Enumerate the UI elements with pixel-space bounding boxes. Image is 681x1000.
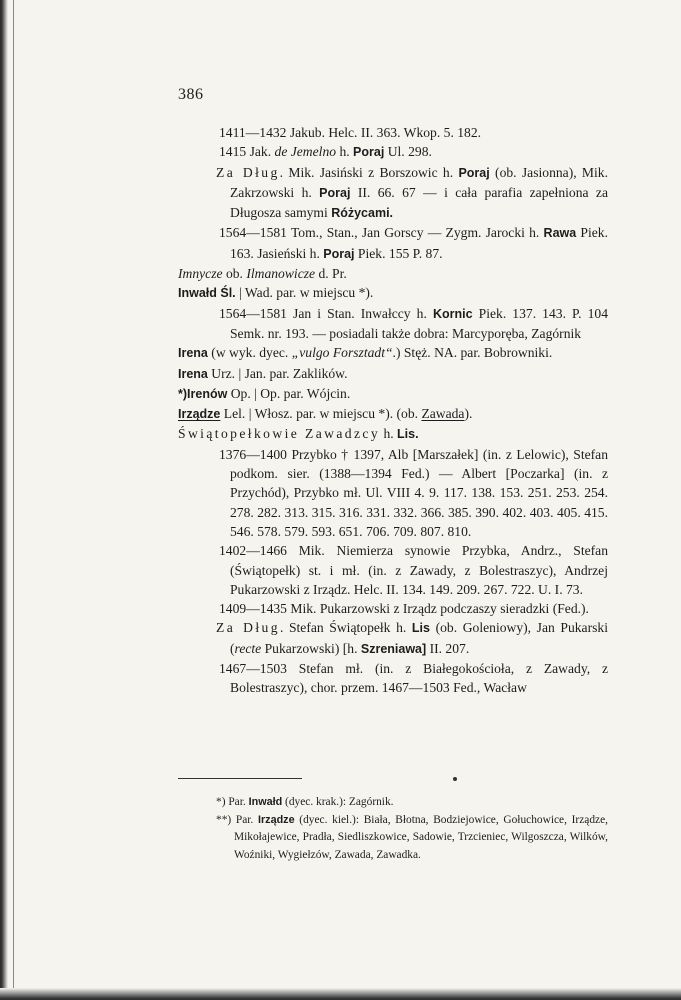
footnote: *) Par. Inwałd (dyec. krak.): Zagórnik. [216, 796, 394, 808]
text-entry: Imnycze ob. Ilmanowicze d. Pr. [178, 266, 347, 282]
ink-dot [453, 777, 457, 781]
text-entry: *)Irenów Op. | Op. par. Wójcin. [178, 385, 351, 401]
text-entry: 1415 Jak. de Jemelno h. Poraj Ul. 298. [219, 144, 432, 160]
footnote: **) Par. Irządze (dyec. kiel.): Biała, Błotna, Bodziejowice, Gołuchowice, Irządze, Mikołajewice, Pradła, Siedliszkowice, Sadowie, Trzcieniec, Wilgoszcza, Wilków, Woźniki, Wygiełzów, Zawada, Zawadka. [216, 813, 608, 861]
text-entry: Inwałd Śl. | Wad. par. w miejscu *). [178, 285, 374, 301]
page-edge-line [13, 0, 14, 1000]
text-entry: 1409—1435 Mik. Pukarzowski z Irządz podczaszy sieradzki (Fed.). [219, 601, 589, 617]
text-entry: 1564—1581 Jan i Stan. Inwałccy h. Kornic Piek. 137. 143. P. 104 Semk. nr. 193. — posiadali także dobra: Marcyporęba, Zagórnik [219, 305, 608, 341]
text-entry: 1564—1581 Tom., Stan., Jan Gorscy — Zygm. Jarocki h. Rawa Piek. 163. Jasieński h. Poraj Piek. 155 P. 87. [219, 225, 608, 261]
text-entry: 1411—1432 Jakub. Helc. II. 363. Wkop. 5. 182. [219, 125, 482, 140]
text-entry: Za Dług. Stefan Świątopełk h. Lis (ob. Goleniowy), Jan Pukarski (recte Pukarzowski) [h. Szreniawa] II. 207. [216, 620, 608, 656]
text-entry: 1467—1503 Stefan mł. (in. z Białegokościoła, z Zawady, z Bolestraszyc), chor. przem. 1467—1503 Fed., Wacław [219, 661, 608, 696]
text-entry: Irena Urz. | Jan. par. Zaklików. [178, 365, 348, 381]
text-entry: Za Dług. Mik. Jasiński z Borszowic h. Poraj (ob. Jasionna), Mik. Zakrzowski h. Poraj II. 66. 67 — i cała parafia zapełniona za Długosza samymi Różycami. [216, 164, 608, 221]
text-entry: 1376—1400 Przybko † 1397, Alb [Marszałek] (in. z Lelowic), Stefan podkom. sier. (1388—1394 Fed.) — Albert [Poczarka] (in. z Przychód), Przybko mł. Ul. VIII 4. 9. 117. 138. 153. 251. 253. 254. 278. 282. 313. 315. 316. 331. 332. 366. 385. 390. 402. 403. 405. 415. 546. 578. 579. 593. 651. 706. 709. 807. 810. [219, 446, 608, 539]
footnote-separator [178, 778, 302, 779]
book-spine-shadow [0, 0, 8, 1000]
text-entry: Irządze Lel. | Włosz. par. w miejscu *). (ob. Zawada). [178, 406, 473, 422]
text-entry: Irena (w wyk. dyec. „vulgo Forsztadt“.) Stęż. NA. par. Bobrowniki. [178, 345, 553, 361]
text-entry: 1402—1466 Mik. Niemierza synowie Przybka, Andrz., Stefan (Świątopełk) st. i mł. (in. z Zawady, z Bolestraszyc), Andrzej Pukarzowski z Irządz. Helc. II. 134. 149. 209. 267. 722. U. I. 73. [219, 543, 608, 597]
text-entry: Świątopełkowie Zawadzcy h. Lis. [178, 426, 419, 442]
main-text [178, 123, 608, 698]
footnotes [178, 794, 608, 864]
page-number: 386 [178, 86, 204, 103]
bottom-scan-edge [0, 988, 681, 1000]
